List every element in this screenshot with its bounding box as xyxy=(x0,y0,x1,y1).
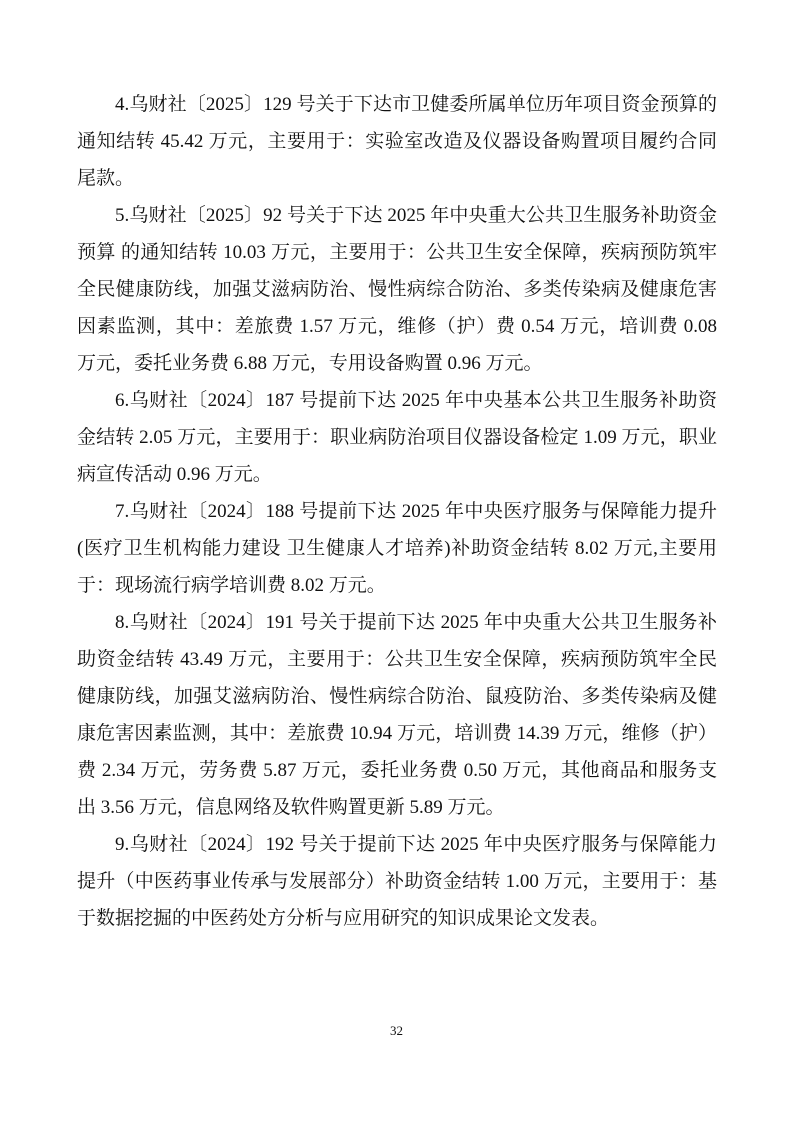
budget-paragraph-7: 7.乌财社〔2024〕188 号提前下达 2025 年中央医疗服务与保障能力提升(医疗卫生机构能力建设 卫生健康人才培养)补助资金结转 8.02 万元,主要用于：现场流行病学培训费 8.02 万元。 xyxy=(77,501,717,596)
page-footer xyxy=(0,1022,793,1040)
page-number: 32 xyxy=(390,1023,403,1038)
document-body xyxy=(77,86,717,937)
budget-paragraph-6: 6.乌财社〔2024〕187 号提前下达 2025 年中央基本公共卫生服务补助资金结转 2.05 万元，主要用于：职业病防治项目仪器设备检定 1.09 万元，职业病宣传活动 0.96 万元。 xyxy=(77,390,717,485)
budget-paragraph-9: 9.乌财社〔2024〕192 号关于提前下达 2025 年中央医疗服务与保障能力提升（中医药事业传承与发展部分）补助资金结转 1.00 万元，主要用于：基于数据挖掘的中医药处方分析与应用研究的知识成果论文发表。 xyxy=(77,834,717,929)
budget-paragraph-4: 4.乌财社〔2025〕129 号关于下达市卫健委所属单位历年项目资金预算的通知结转 45.42 万元，主要用于：实验室改造及仪器设备购置项目履约合同尾款。 xyxy=(77,94,717,189)
budget-paragraph-8: 8.乌财社〔2024〕191 号关于提前下达 2025 年中央重大公共卫生服务补助资金结转 43.49 万元，主要用于：公共卫生安全保障，疾病预防筑牢全民健康防线，加强艾滋病防治、慢性病综合防治、鼠疫防治、多类传染病及健康危害因素监测，其中：差旅费 10.94 万元，培训费 14.39 万元，维修（护）费 2.34 万元，劳务费 5.87 万元，委托业务费 0.50 万元，其他商品和服务支出 3.56 万元，信息网络及软件购置更新 5.89 万元。 xyxy=(77,612,717,818)
budget-paragraph-5: 5.乌财社〔2025〕92 号关于下达 2025 年中央重大公共卫生服务补助资金预算 的通知结转 10.03 万元，主要用于：公共卫生安全保障，疾病预防筑牢全民健康防线，加强艾滋病防治、慢性病综合防治、多类传染病及健康危害因素监测，其中：差旅费 1.57 万元，维修（护）费 0.54 万元，培训费 0.08 万元，委托业务费 6.88 万元，专用设备购置 0.96 万元。 xyxy=(77,205,717,374)
